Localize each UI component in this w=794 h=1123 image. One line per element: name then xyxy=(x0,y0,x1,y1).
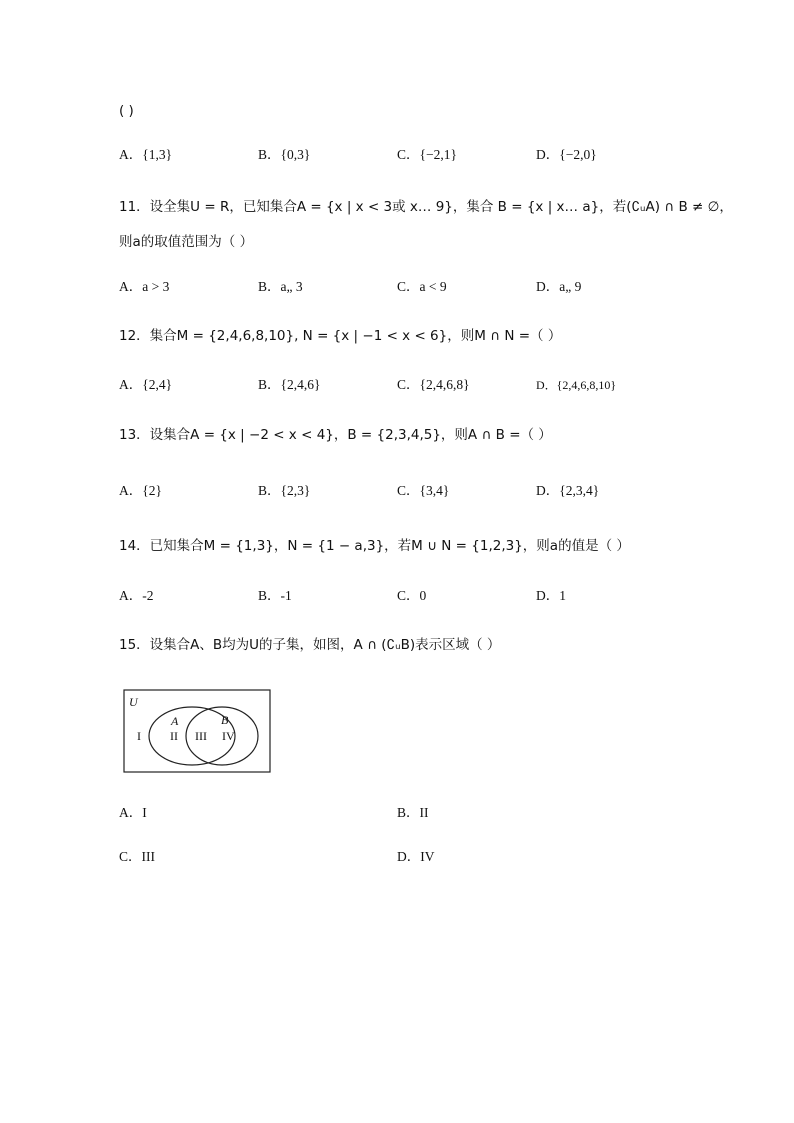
q12-text: 12．集合M = {2,4,6,8,10}, N = {x | −1 < x < 6}，则M ∩ N =（ ） xyxy=(119,328,562,344)
q13-option-b[interactable]: B．{2,3} xyxy=(258,483,311,498)
q14-option-c[interactable]: C．0 xyxy=(397,588,427,603)
venn-region-3: III xyxy=(195,729,207,743)
q12-option-d[interactable]: D．{2,4,6,8,10} xyxy=(536,378,617,392)
venn-universe-label: U xyxy=(129,695,138,709)
q15-option-d[interactable]: D．IV xyxy=(397,849,435,864)
q11-option-d[interactable]: D．a„ 9 xyxy=(536,279,582,294)
q13-option-a[interactable]: A．{2} xyxy=(119,483,162,498)
venn-region-2: II xyxy=(170,729,178,743)
venn-region-4: IV xyxy=(222,729,235,743)
q11-option-c[interactable]: C．a < 9 xyxy=(397,279,447,294)
q14-option-a[interactable]: A．-2 xyxy=(119,588,154,603)
q14-text: 14．已知集合M = {1,3}，N = {1 − a,3}，若M ∪ N = {1,2,3}，则a的值是（ ） xyxy=(119,538,630,554)
q13-text: 13．设集合A = {x | −2 < x < 4}，B = {2,3,4,5}，则A ∩ B =（ ） xyxy=(119,427,552,443)
venn-set-b-label: B xyxy=(221,713,229,727)
venn-diagram xyxy=(123,689,273,775)
q15-option-a[interactable]: A．I xyxy=(119,805,147,820)
q11-option-b[interactable]: B．a„ 3 xyxy=(258,279,303,294)
q13-option-d[interactable]: D．{2,3,4} xyxy=(536,483,600,498)
venn-set-a-label: A xyxy=(171,714,179,728)
q11-text-line1: 11．设全集U = R，已知集合A = {x | x < 3或 x… 9}，集合 B = {x | x… a}，若(∁ᵤA) ∩ B ≠ ∅， xyxy=(119,199,733,215)
q12-option-c[interactable]: C．{2,4,6,8} xyxy=(397,377,470,392)
q14-option-d[interactable]: D．1 xyxy=(536,588,566,603)
q13-option-c[interactable]: C．{3,4} xyxy=(397,483,450,498)
q11-option-a[interactable]: A．a > 3 xyxy=(119,279,170,294)
venn-region-1: I xyxy=(137,729,141,743)
q14-option-b[interactable]: B．-1 xyxy=(258,588,292,603)
q15-option-b[interactable]: B．II xyxy=(397,805,429,820)
q12-option-a[interactable]: A．{2,4} xyxy=(119,377,173,392)
q15-option-c[interactable]: C．III xyxy=(119,849,155,864)
q10-option-b[interactable]: B．{0,3} xyxy=(258,147,311,162)
q10-option-a[interactable]: A．{1,3} xyxy=(119,147,173,162)
q10-option-c[interactable]: C．{−2,1} xyxy=(397,147,457,162)
q10-paren: ( ) xyxy=(119,103,134,119)
q10-option-d[interactable]: D．{−2,0} xyxy=(536,147,597,162)
q12-option-b[interactable]: B．{2,4,6} xyxy=(258,377,321,392)
q11-text-line2: 则a的取值范围为（ ） xyxy=(119,234,254,250)
q15-text: 15．设集合A、B均为U的子集，如图，A ∩ (∁ᵤB)表示区域（ ） xyxy=(119,637,501,653)
